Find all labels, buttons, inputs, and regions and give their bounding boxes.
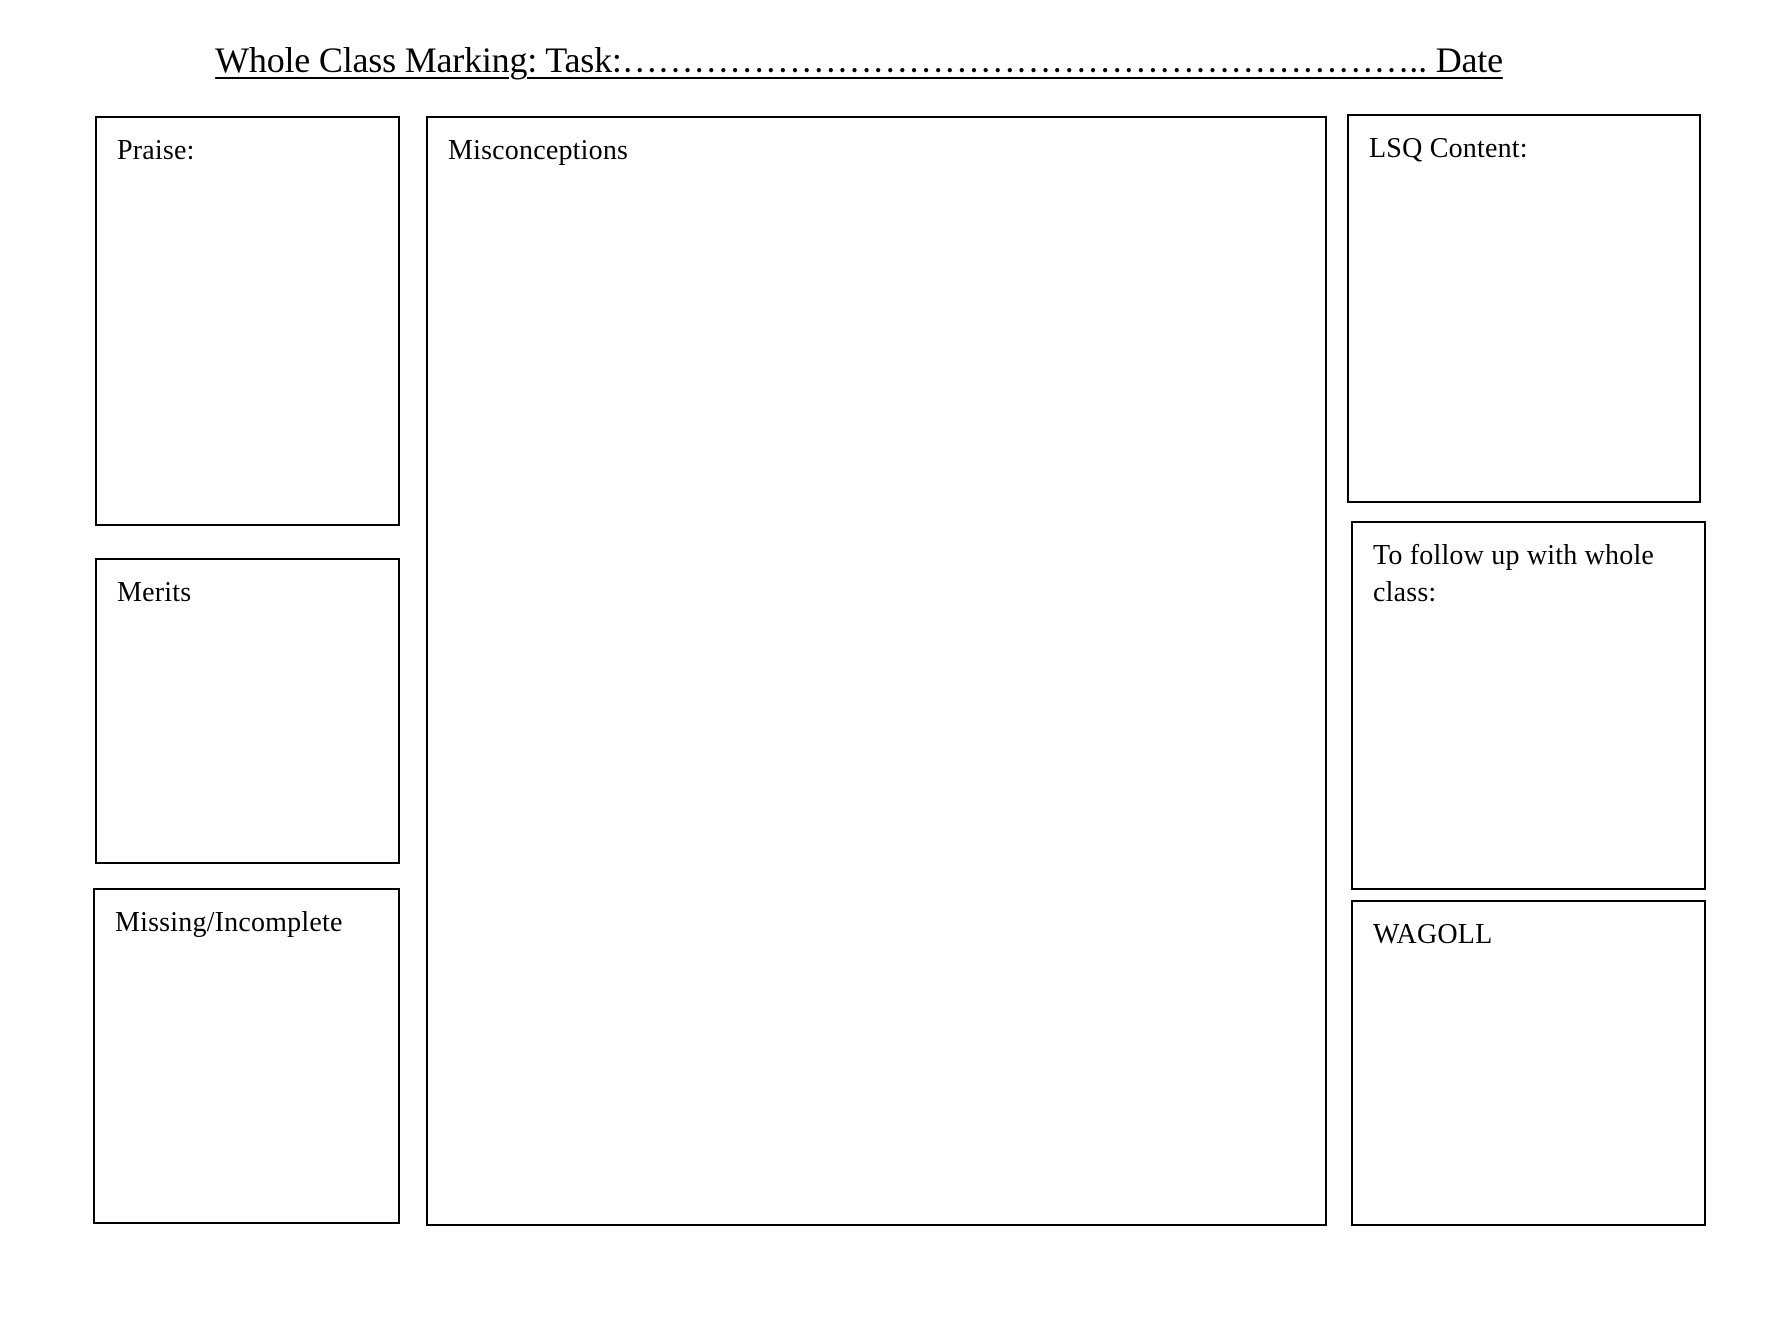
follow-up-label: To follow up with whole class: <box>1373 540 1655 608</box>
praise-label: Praise: <box>117 135 195 166</box>
follow-up-box[interactable] <box>1351 521 1706 890</box>
page-title: Whole Class Marking: Task:………………………………………………………….. Date <box>215 40 1503 80</box>
misconceptions-label: Misconceptions <box>448 135 629 166</box>
missing-incomplete-box[interactable] <box>93 888 400 1224</box>
merits-box[interactable] <box>95 558 400 864</box>
merits-label: Merits <box>117 577 192 608</box>
wagoll-label: WAGOLL <box>1373 919 1493 950</box>
lsq-content-label: LSQ Content: <box>1369 133 1528 164</box>
misconceptions-box[interactable] <box>426 116 1327 1226</box>
lsq-content-box[interactable] <box>1347 114 1701 503</box>
missing-incomplete-label: Missing/Incomplete <box>115 907 343 938</box>
praise-box[interactable] <box>95 116 400 526</box>
wagoll-box[interactable] <box>1351 900 1706 1226</box>
